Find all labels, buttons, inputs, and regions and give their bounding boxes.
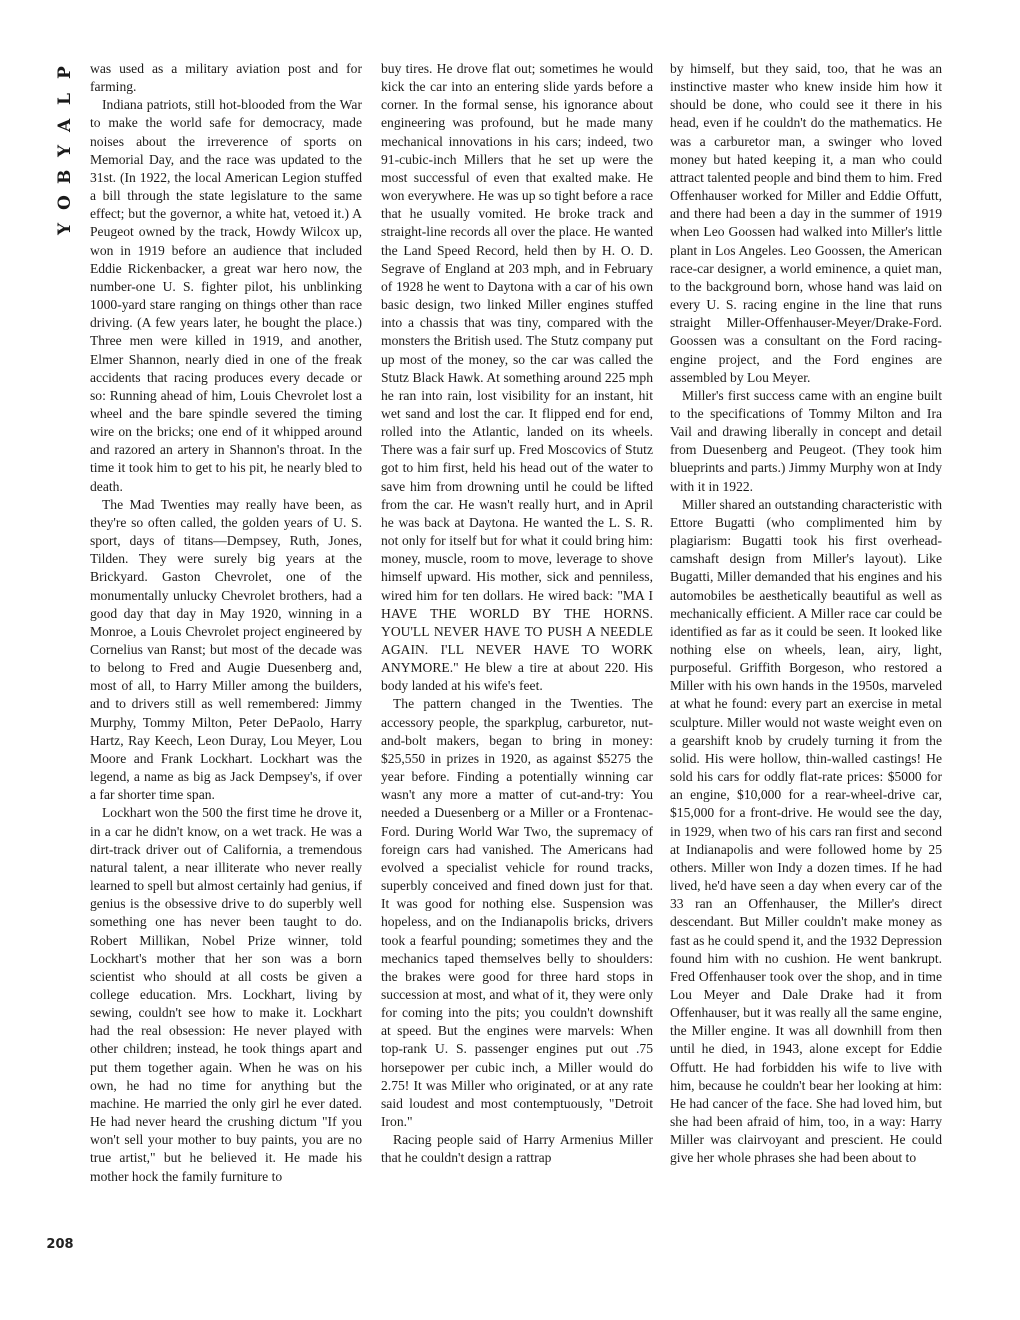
masthead-letter: Y [55, 144, 75, 158]
paragraph: Miller shared an outstanding characteristic with Ettore Bugatti (who complimented him by plagiarism: Bugatti took his first overhead-camshaft design from Miller's layout). Like Bugatti, Miller demanded that his engines and his automobiles be aesthetically beautiful as well as mechanically efficient. A Miller race car could be identified as far as it could be seen. It looked like nothing else on wheels, lean, airy, light, purposeful. Griffith Borgeson, who restored a Miller with his own hands in the 1950s, marveled at what he found: every part an exercise in metal sculpture. Miller would not waste weight even on a gearshift knob by crudely turning it from the solid. His were hollow, thin-walled castings! He sold his cars for oddly flat-rate prices: $5000 for an engine, $10,000 for a rear-wheel-drive car, $15,000 for a front-drive. He would see the day, in 1929, when two of his cars ran first and second at Indianapolis and were followed home by 25 others. Miller won Indy a dozen times. If he had lived, he'd have seen a day when every car of the 33 ran an Offenhauser, the Miller's direct descendant. But Miller couldn't make money as fast as he could spend it, and the 1932 Depression found him with no cushion. He went bankrupt. Fred Offenhauser took over the shop, and in time Lou Meyer and Dale Drake had it from Offenhauser, but it was really all the same engine, the Miller engine. It was all downhill from then until he died, in 1943, alone except for Eddie Offutt. He had forbidden his wife to live with him, because he couldn't bear her looking at him: He had cancer of the face. She had loved him, but she had been afraid of him, too, in a way: Harry Miller was clairvoyant and prescient. He could give her whole phrases she had been about to [670, 496, 942, 1166]
paragraph: by himself, but they said, too, that he was an instinctive master who knew inside him how it should be done, who could see it there in his head, even if he couldn't do the mathematics. He was a carburetor man, a swinger who loved money but hated keeping it, a man who could attract talented people and bind them to him. Fred Offenhauser worked for Miller and Eddie Offutt, and there had been a day in the summer of 1919 when Leo Goossen had walked into Miller's little plant in Los Angeles. Leo Goossen, the American race-car designer, a world eminence, a quiet man, to the background born, whose hand was laid on every U. S. racing engine in the line that runs straight Miller-Offenhauser-Meyer/Drake-Ford. Goossen was a consultant on the Ford racing-engine project, and the Ford engines are assembled by Lou Meyer. [670, 61, 942, 385]
masthead-letter: O [55, 195, 75, 211]
masthead-letter: P [55, 66, 75, 80]
paragraph: was used as a military aviation post and for farming. [90, 61, 362, 95]
paragraph: Racing people said of Harry Armenius Miller that he couldn't design a rattrap [381, 1132, 653, 1166]
text-column-3 [670, 60, 942, 1260]
text-column-1 [90, 60, 362, 1260]
page-number: 208 [46, 1237, 74, 1252]
masthead-letter: A [55, 118, 75, 132]
paragraph: Miller's first success came with an engine built to the specifications of Tommy Milton and Ira Vail and drawing liberally in concept and detail from Duesenberg and Peugeot. (They took him blueprints and parts.) Jimmy Murphy won at Indy with it in 1922. [670, 387, 942, 494]
paragraph: buy tires. He drove flat out; sometimes he would kick the car into an entering slide yards before a corner. In the formal sense, his ignorance about engineering was profound, but he made many mechanical innovations in his cars; indeed, two 91-cubic-inch Millers that he set up were the most successful of even that exalted make. He won everywhere. He was up so tight before a race that he usually vomited. He broke track and straight-line records all over the place. He wanted the Land Speed Record, held then by H. O. D. Segrave of England at 203 mph, and in February of 1928 he went to Daytona with a car of his own basic design, two linked Miller engines stuffed into a chassis that was tiny, compared with the monsters the British used. The Stutz company put up most of the money, so the car was called the Stutz Black Hawk. At something around 225 mph he ran into rain, lost visibility for an instant, hit wet sand and lost the car. It flipped end for end, rolled into the Atlantic, landed on its wheels. There was a fair surf up. Fred Moscovics of Stutz got to him first, held his head out of the water to save him from drowning until he could be lifted from the car. He wasn't really hurt, and in April he was back at Daytona. He wanted the L. S. R. not only for itself but for what it could bring him: money, muscle, room to move, leverage to shove himself upward. His mother, sick and penniless, wired him for ten dollars. He wired back: "MA I HAVE THE WORLD BY THE HORNS. YOU'LL NEVER HAVE TO PUSH A NEEDLE AGAIN. I'LL NEVER HAVE TO WORK ANYMORE." He blew a tire at about 220. His body landed at his wife's feet. [381, 61, 653, 694]
paragraph: Indiana patriots, still hot-blooded from the War to make the world safe for democracy, made noises about the irreverence of sports on Memorial Day, and the race was updated to the 31st. (In 1922, the local American Legion stuffed a bill through the state legislature to the same effect; but the governor, a white hat, vetoed it.) A Peugeot owned by the track, Howdy Wilcox up, won in 1919 before an audience that included Eddie Rickenbacker, a great war hero now, the number-one U. S. fighter pilot, his unblinking 1000-yard stare ranging on things other than race driving. (A few years later, he bought the place.) Three men were killed in 1919, and another, Elmer Shannon, nearly died in one of the freak accidents that racing produces every decade or so: Running ahead of him, Louis Chevrolet lost a wheel and the bare spindle severed the timing wire on the bricks; one end of it whipped around and razored an artery in Shannon's throat. In the time it took him to get to his pit, he nearly bled to death. [90, 97, 362, 494]
paragraph: The pattern changed in the Twenties. The accessory people, the sparkplug, carburetor, nut-and-bolt makers, began to bring in money: $25,550 in prizes in 1920, as against $5275 the year before. Finding a potentially winning car wasn't any more a matter of cut-and-try: You needed a Duesenberg or a Miller or a Frontenac-Ford. During World War Two, the supremacy of foreign cars had vanished. The Americans had evolved a specialist vehicle for round tracks, superbly conceived and fined down just for that. It was good for nothing else. Suspension was hopeless, and on the Indianapolis bricks, drivers took a fearful pounding; sometimes they and the mechanics taped themselves belly to shoulders: the brakes were good for three hard stops in succession at most, and what of it, they were only for coming into the pits; you couldn't downshift at speed. But the engines were marvels: When top-rank U. S. passenger engines put out .75 horsepower per cubic inch, a Miller would do 2.75! It was Miller who originated, or at any rate said loudest and most contemptuously, "Detroit Iron." [381, 696, 653, 1130]
text-column-2 [381, 60, 653, 1260]
masthead-letter: B [55, 169, 75, 185]
magazine-masthead [52, 60, 78, 242]
masthead-letter: Y [55, 222, 75, 236]
paragraph: The Mad Twenties may really have been, as they're so often called, the golden years of U. S. sport, days of titans—Dempsey, Ruth, Jones, Tilden. They were surely big years at the Brickyard. Gaston Chevrolet, one of the monumentally unlucky Chevrolet brothers, had a good day that day in May 1920, winning in a Monroe, a Louis Chevrolet project engineered by Cornelius van Ranst; but most of the decade was to belong to Fred and Augie Duesenberg and, most of all, to Harry Miller among the builders, and to drivers still as well remembered: Jimmy Murphy, Tommy Milton, Peter DePaolo, Harry Hartz, Ray Keech, Leon Duray, Lou Meyer, Lou Moore and Frank Lockhart. Lockhart was the legend, a name as big as Jack Dempsey's, if over a far shorter time span. [90, 496, 362, 803]
masthead-letter: L [55, 93, 75, 105]
paragraph: Lockhart won the 500 the first time he drove it, in a car he didn't know, on a wet track. He was a dirt-track driver out of California, a tremendous natural talent, a near illiterate who never really learned to spell but almost certainly had genius, if genius is the obsessive drive to do superbly well something one has never been taught to do. Robert Millikan, Nobel Prize winner, told Lockhart's mother that her son was a born scientist who should at all costs be given a college education. Mrs. Lockhart, living by sewing, couldn't see how to make it. Lockhart had the real obsession: He never played with other children; instead, he took things apart and put them together again. When he was on his own, he had no time for anything but the machine. He married the only girl he ever dated. He had never heard the crushing dictum "If you won't sell your mother to buy paints, you are no true artist," but he believed it. He made his mother hock the family furniture to [90, 805, 362, 1184]
